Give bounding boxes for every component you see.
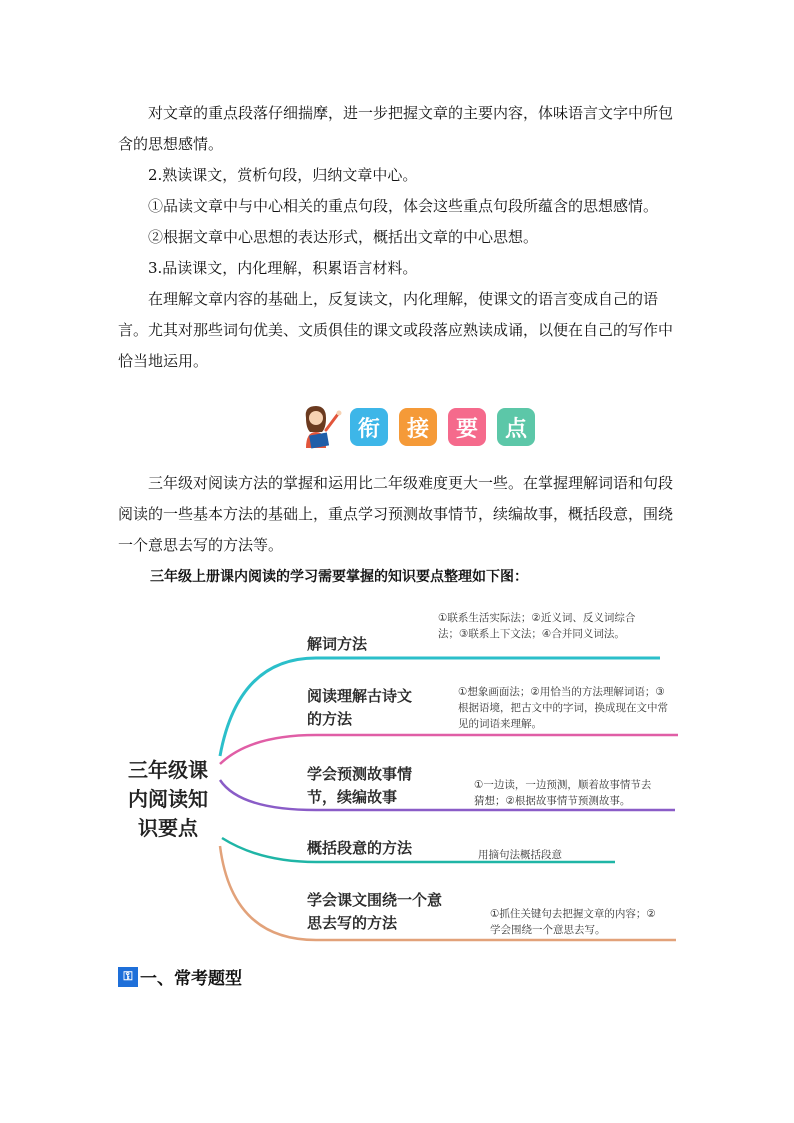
mind-map-root: 三年级课内阅读知识要点 [128,758,208,840]
branch-4-note: 用摘句法概括段意 [478,849,562,861]
branch-3-note: ①一边读，一边预测，顺着故事情节去猜想；②根据故事情节预测故事。 [474,779,652,807]
banner-char-1: 衔 [350,408,388,446]
section-banner [300,402,540,450]
branch-1-note: ①联系生活实际法；②近义词、反义词综合法；③联系上下文法；④合并同义词法。 [438,612,636,640]
section-heading [118,964,242,989]
key-icon: ⚿ [118,967,138,987]
summary-line: 三年级上册课内阅读的学习需要掌握的知识要点整理如下图： [150,569,528,585]
section-heading-text: 一、常考题型 [140,969,242,989]
banner-char-2: 接 [399,408,437,446]
banner-char-4: 点 [497,408,535,446]
branch-2-line [220,735,678,764]
teacher-reading-icon [300,402,344,450]
paragraph-5: 3.品读课文，内化理解，积累语言材料。 [148,259,418,277]
branch-5-note: ①抓住关键句去把握文章的内容；②学会围绕一个意思去写。 [490,908,656,936]
banner-char-3: 要 [448,408,486,446]
paragraph-1: 对文章的重点段落仔细揣摩，进一步把握文章的主要内容，体味语言文字中所包含的思想感情。 [118,104,674,153]
branch-4-title: 概括段意的方法 [307,839,413,857]
branch-2-title: 阅读理解古诗文的方法 [307,687,413,728]
mind-map [110,596,690,956]
paragraph-3: ①品读文章中与中心相关的重点句段，体会这些重点句段所蕴含的思想感情。 [148,197,659,215]
branch-2-note: ①想象画面法；②用恰当的方法理解词语；③根据语境，把古文中的字词，换成现在文中常见的词语来理解。 [458,686,668,730]
paragraph-4: ②根据文章中心思想的表达形式，概括出文章的中心思想。 [148,228,539,246]
paragraph-6: 在理解文章内容的基础上，反复读文，内化理解，使课文的语言变成自己的语言。尤其对那些词句优美、文质俱佳的课文或段落应熟读成诵，以便在自己的写作中恰当地运用。 [118,290,674,370]
paragraph-2: 2.熟读课文，赏析句段，归纳文章中心。 [148,166,418,184]
branch-1-title: 解词方法 [307,635,368,653]
intro-paragraph: 三年级对阅读方法的掌握和运用比二年级难度更大一些。在掌握理解词语和句段阅读的一些基本方法的基础上，重点学习预测故事情节，续编故事，概括段意，围绕一个意思去写的方法等。 [118,474,674,554]
branch-5-title: 学会课文围绕一个意思去写的方法 [307,891,443,932]
branch-3-title: 学会预测故事情节，续编故事 [307,765,413,806]
